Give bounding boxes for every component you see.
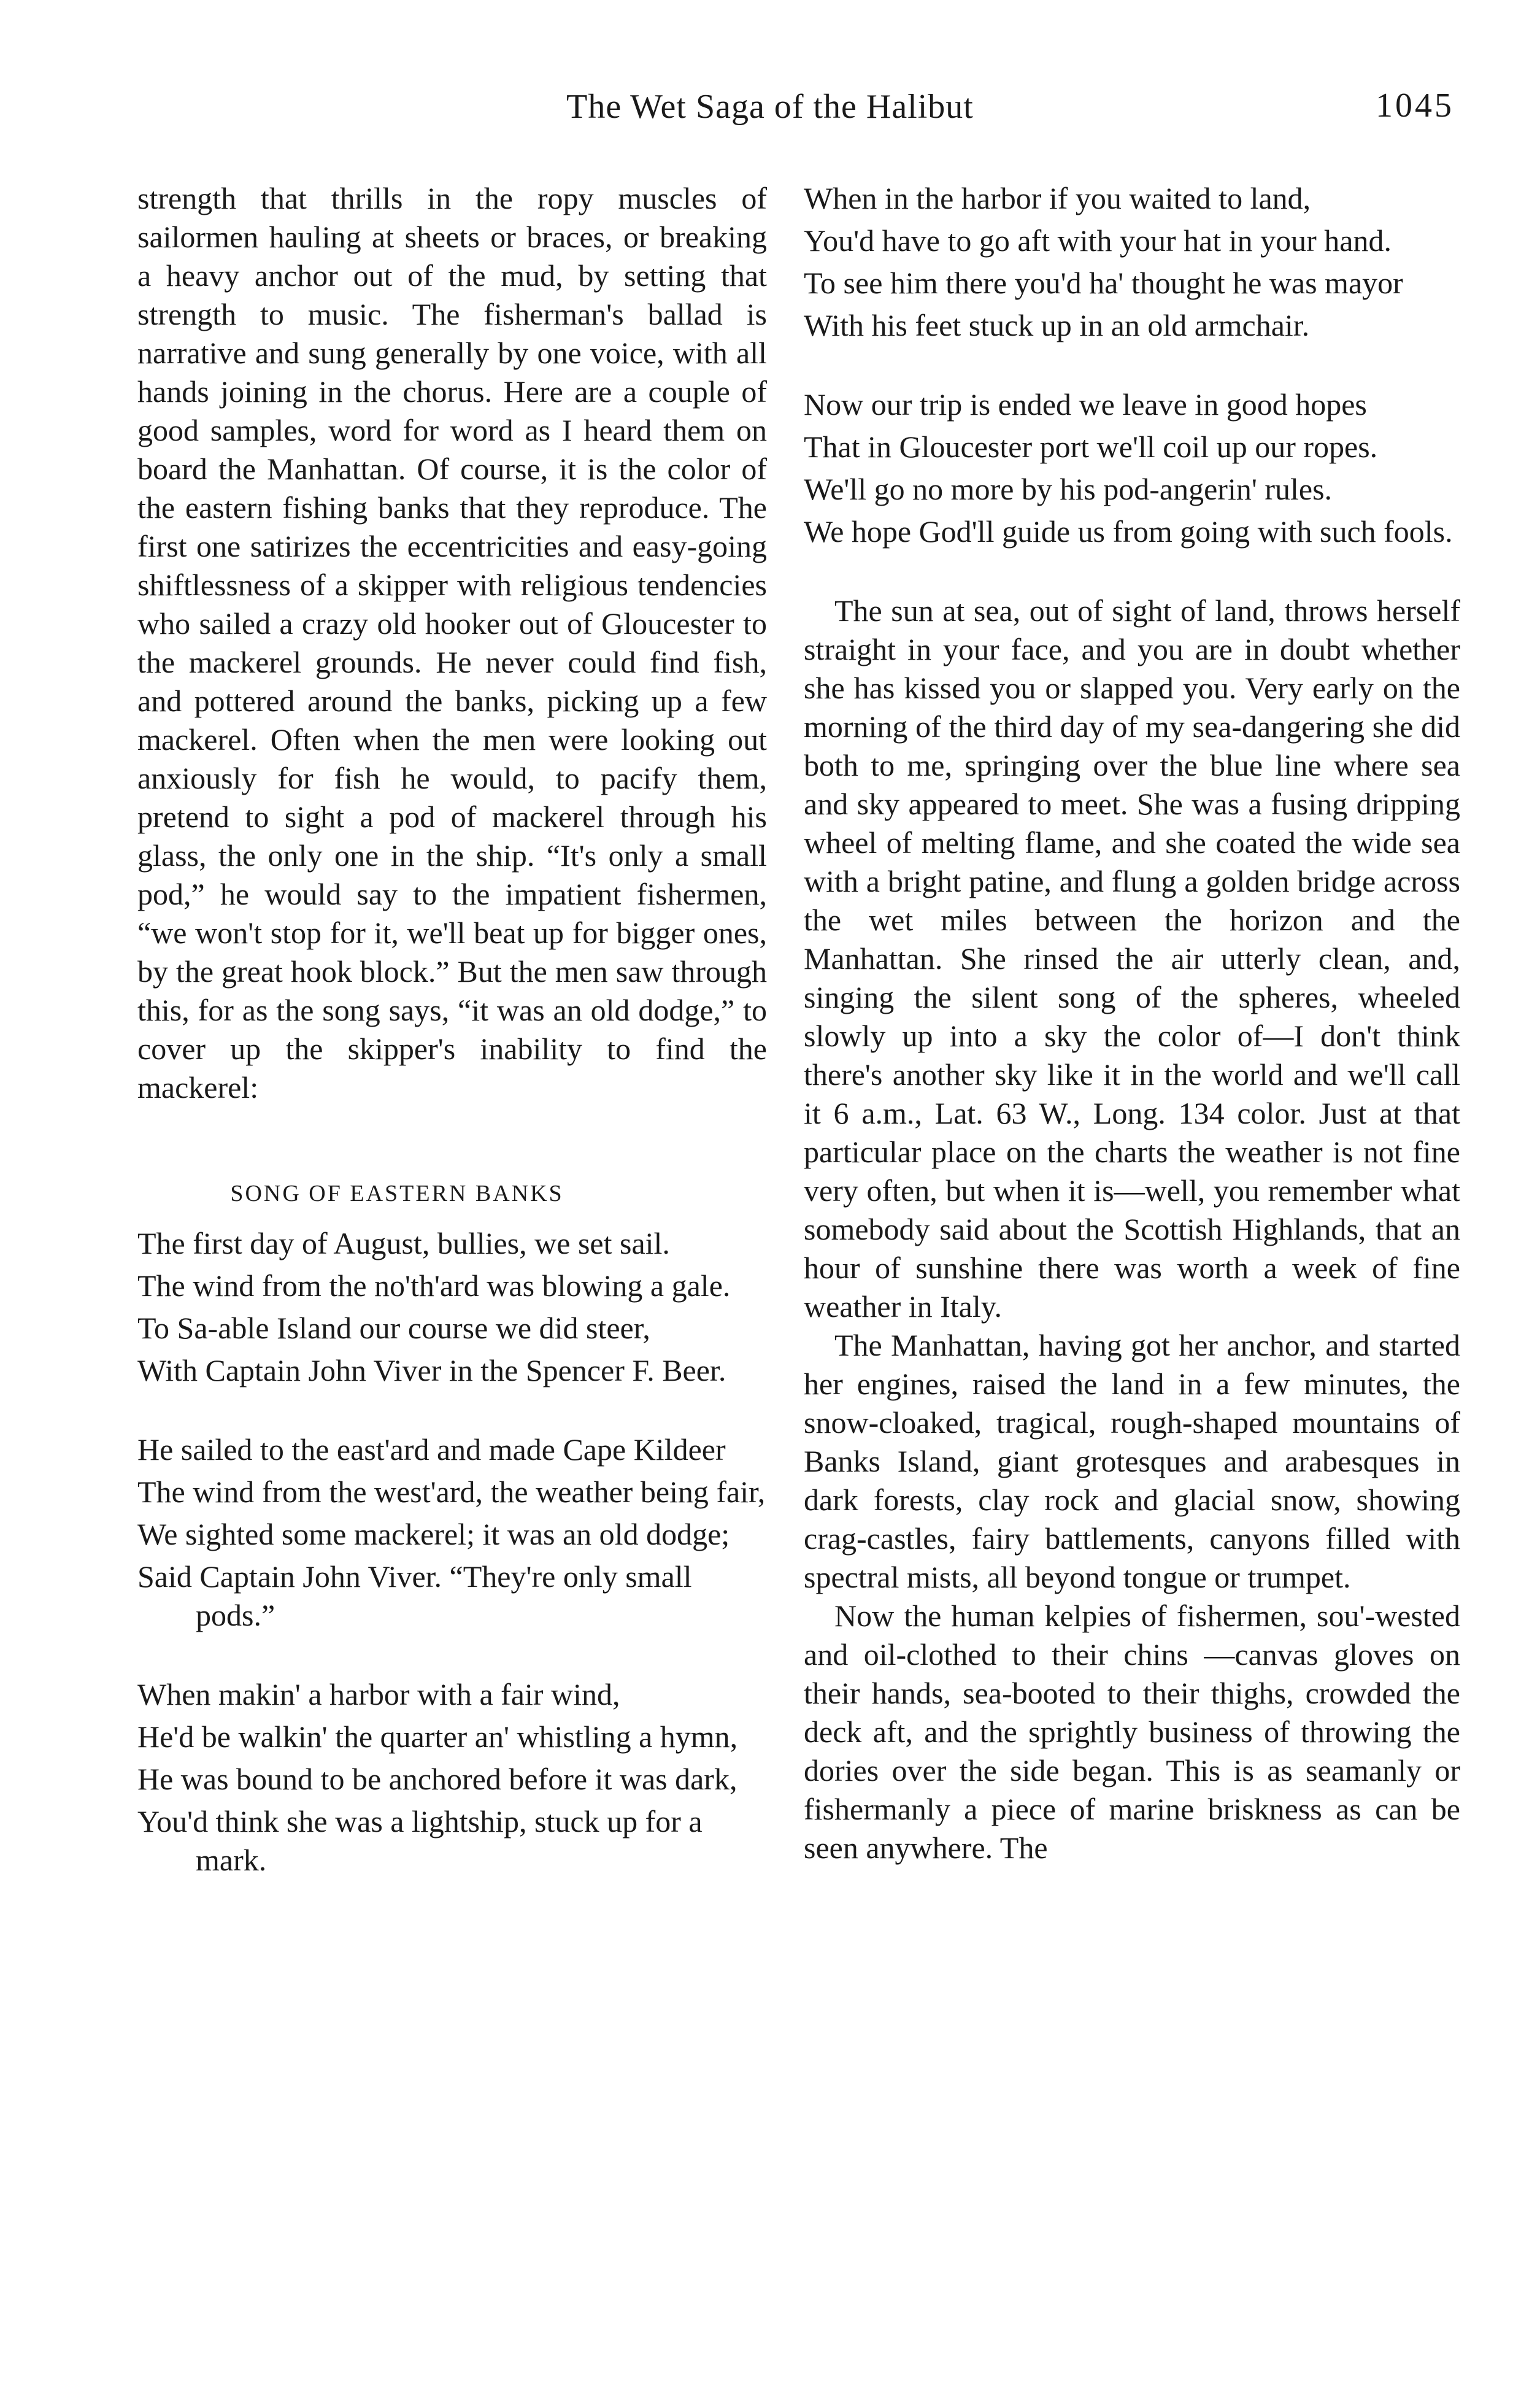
page-title: The Wet Saga of the Halibut [566,88,974,126]
page-number: 1045 [1376,87,1454,125]
verse-line: We'll go no more by his pod-angerin' rules. [804,472,1333,506]
stanza-2 [137,1430,767,1635]
verse-line: When makin' a harbor with a fair wind, [137,1677,620,1711]
verse-line: To see him there you'd ha' thought he was mayor [804,266,1403,300]
song-title: SONG OF EASTERN BANKS [230,1181,564,1206]
verse-line: With Captain John Viver in the Spencer F. Beer. [137,1353,726,1387]
verse-line: When in the harbor if you waited to land, [804,181,1311,215]
verse-line: Said Captain John Viver. “They're only small pods.” [137,1559,692,1632]
stanza-5 [804,385,1460,551]
verse-line: He was bound to be anchored before it was dark, [137,1762,737,1796]
verse-line: The first day of August, bullies, we set sail. [137,1226,670,1260]
right-column [804,179,1460,1867]
verse-line: You'd have to go aft with your hat in your hand. [804,223,1392,258]
verse-line: That in Gloucester port we'll coil up our ropes. [804,430,1378,464]
stanza-3 [137,1675,767,1880]
verse-line: Now our trip is ended we leave in good hopes [804,387,1367,422]
paragraph-sun-at-sea: The sun at sea, out of sight of land, throws herself straight in your face, and you are in doubt whether she has kissed you or slapped you. Very early on the morning of the third day of my sea-dangering she did both to me, springing over the blue line where sea and sky appeared to meet. She was a fusing dripping wheel of melting flame, and she coated the wide sea with a bright patine, and flung a golden bridge across the wet miles between the horizon and the Manhattan. She rinsed the air utterly clean, and, singing the silent song of the spheres, wheeled slowly up into a sky the color of—I don't think there's another sky like it in the world and we'll call it 6 a.m., Lat. 63 W., Long. 134 color. Just at that particular place on the charts the weather is not fine very often, but when it is—well, you remember what somebody said about the Scottish Highlands, that an hour of sunshine there was worth a week of fine weather in Italy. [804,593,1460,1324]
left-column [137,179,767,1883]
paragraph-fishermen: Now the human kelpies of fishermen, sou'-wested and oil-clothed to their chins —canvas gloves on their hands, sea-booted to their thighs, crowded the deck aft, and the sprightly business of throwing the dories over the side began. This is as seamanly or fishermanly a piece of marine briskness as can be seen anywhere. The [804,1599,1460,1865]
paragraph-manhattan-anchor: The Manhattan, having got her anchor, and started her engines, raised the land in a few minutes, the snow-cloaked, tragical, rough-shaped mountains of Banks Island, giant grotesques and arabesques in dark forests, clay rock and glacial snow, showing crag-castles, fairy battlements, canyons filled with spectral mists, all beyond tongue or trumpet. [804,1328,1460,1594]
stanza-1 [137,1224,767,1390]
verse-line: He'd be walkin' the quarter an' whistling a hymn, [137,1719,738,1754]
verse-line: We sighted some mackerel; it was an old dodge; [137,1517,730,1551]
stanza-4 [804,179,1460,345]
verse-line: The wind from the no'th'ard was blowing a gale. [137,1268,731,1303]
verse-line: The wind from the west'ard, the weather being fair, [137,1475,766,1509]
verse-line: You'd think she was a lightship, stuck up for a mark. [137,1804,703,1877]
right-prose [804,592,1460,1867]
verse-line: He sailed to the east'ard and made Cape Kildeer [137,1432,726,1467]
intro-paragraph: strength that thrills in the ropy muscles of sailormen hauling at sheets or braces, or breaking a heavy anchor out of the mud, by setting that strength to music. The fisherman's ballad is narrative and sung generally by one voice, with all hands joining in the chorus. Here are a couple of good samples, word for word as I heard them on board the Manhattan. Of course, it is the color of the eastern fishing banks that they reproduce. The first one satirizes the eccentricities and easy-going shiftlessness of a skipper with religious tendencies who sailed a crazy old hooker out of Gloucester to the mackerel grounds. He never could find fish, and pottered around the banks, picking up a few mackerel. Often when the men were looking out anxiously for fish he would, to pacify them, pretend to sight a pod of mackerel through his glass, the only one in the ship. “It's only a small pod,” he would say to the impatient fishermen, “we won't stop for it, we'll beat up for bigger ones, by the great hook block.” But the men saw through this, for as the song says, “it was an old dodge,” to cover up the skipper's inability to find the mackerel: [137,181,767,1105]
verse-line: To Sa-able Island our course we did steer, [137,1311,650,1345]
verse-line: We hope God'll guide us from going with such fools. [804,514,1453,549]
verse-line: With his feet stuck up in an old armchair. [804,308,1310,342]
